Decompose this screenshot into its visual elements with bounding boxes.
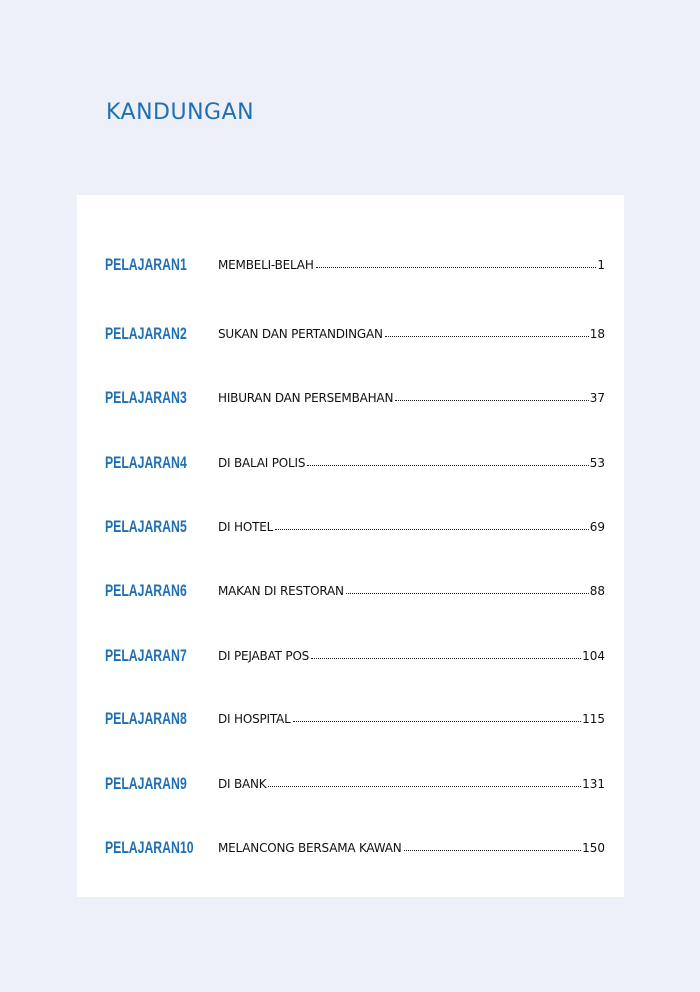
lesson-label: PELAJARAN	[105, 774, 180, 793]
lesson-label: PELAJARAN	[105, 581, 180, 600]
toc-entry[interactable]	[77, 836, 624, 860]
entry-line	[218, 772, 605, 796]
entry-page-number: 37	[589, 391, 605, 405]
lesson-number: 4	[180, 453, 187, 472]
lesson-number: 10	[180, 838, 194, 857]
dot-leader	[346, 578, 589, 594]
dot-leader	[293, 706, 582, 722]
entry-line	[218, 579, 605, 603]
toc-entry[interactable]	[77, 322, 624, 346]
lesson-number: 7	[180, 646, 187, 665]
lesson-label: PELAJARAN	[105, 838, 180, 857]
entry-title: SUKAN DAN PERTANDINGAN	[218, 327, 383, 341]
lesson-number: 2	[180, 324, 187, 343]
lesson-label: PELAJARAN	[105, 324, 180, 343]
dot-leader	[385, 321, 589, 337]
toc-entry[interactable]	[77, 772, 624, 796]
dot-leader	[275, 514, 589, 530]
entry-page-number: 69	[589, 520, 605, 534]
entry-line	[218, 515, 605, 539]
entry-page-number: 18	[589, 327, 605, 341]
dot-leader	[316, 252, 597, 268]
lesson-label: PELAJARAN	[105, 388, 180, 407]
toc-entry[interactable]	[77, 644, 624, 668]
entry-title: HIBURAN DAN PERSEMBAHAN	[218, 391, 394, 405]
entry-line	[218, 836, 605, 860]
entry-title: DI HOTEL	[218, 520, 274, 534]
entry-page-number: 150	[582, 841, 605, 855]
dot-leader	[404, 835, 582, 851]
toc-entry[interactable]	[77, 253, 624, 277]
entry-title: DI PEJABAT POS	[218, 649, 310, 663]
lesson-label: PELAJARAN	[105, 646, 180, 665]
toc-entry[interactable]	[77, 707, 624, 731]
page-title: KANDUNGAN	[106, 100, 255, 125]
lesson-number: 3	[180, 388, 187, 407]
entry-title: MELANCONG BERSAMA KAWAN	[218, 841, 402, 855]
toc-entry[interactable]	[77, 515, 624, 539]
entry-line	[218, 644, 605, 668]
dot-leader	[395, 385, 589, 401]
lesson-label: PELAJARAN	[105, 453, 180, 472]
entry-line	[218, 253, 605, 277]
entry-line	[218, 707, 605, 731]
dot-leader	[268, 771, 581, 787]
entry-title: DI BANK	[218, 777, 267, 791]
lesson-number: 1	[180, 255, 187, 274]
entry-page-number: 53	[589, 456, 605, 470]
toc-entry[interactable]	[77, 386, 624, 410]
entry-title: MAKAN DI RESTORAN	[218, 584, 344, 598]
lesson-number: 6	[180, 581, 187, 600]
entry-title: DI BALAI POLIS	[218, 456, 306, 470]
entry-title: MEMBELI-BELAH	[218, 258, 314, 272]
dot-leader	[311, 643, 581, 659]
lesson-label: PELAJARAN	[105, 255, 180, 274]
table-of-contents	[77, 195, 624, 897]
lesson-number: 5	[180, 517, 187, 536]
entry-page-number: 131	[582, 777, 605, 791]
lesson-number: 9	[180, 774, 187, 793]
lesson-label: PELAJARAN	[105, 709, 180, 728]
entry-line	[218, 451, 605, 475]
lesson-label: PELAJARAN	[105, 517, 180, 536]
entry-title: DI HOSPITAL	[218, 712, 291, 726]
entry-page-number: 115	[582, 712, 605, 726]
entry-line	[218, 386, 605, 410]
entry-page-number: 1	[597, 258, 605, 272]
entry-page-number: 104	[582, 649, 605, 663]
toc-entry[interactable]	[77, 579, 624, 603]
entry-page-number: 88	[589, 584, 605, 598]
entry-line	[218, 322, 605, 346]
toc-entry[interactable]	[77, 451, 624, 475]
lesson-number: 8	[180, 709, 187, 728]
dot-leader	[307, 450, 588, 466]
